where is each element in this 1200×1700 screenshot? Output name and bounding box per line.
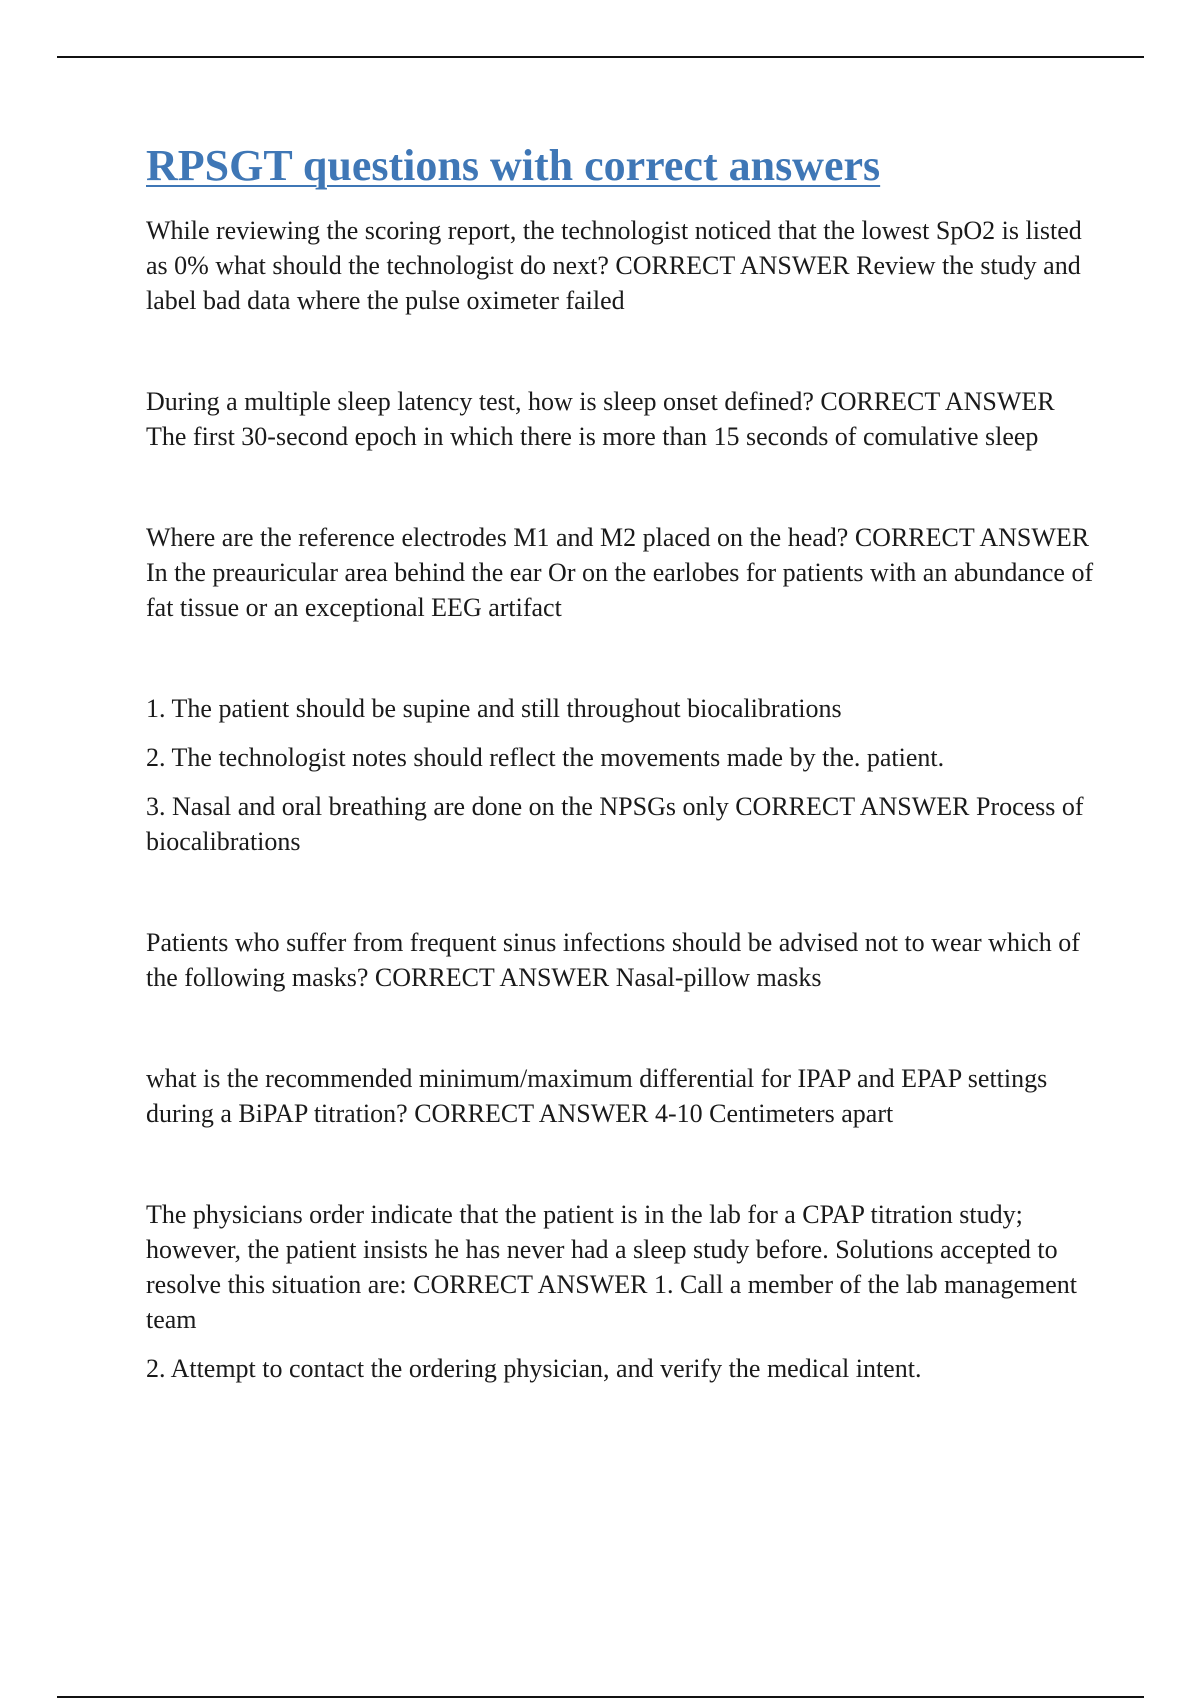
list-item-biocal-1: 1. The patient should be supine and still throughout biocalibrations [146,693,842,723]
document-body [146,140,1094,1386]
list-item-biocal-3: 3. Nasal and oral breathing are done on the NPSGs only CORRECT ANSWER Process of biocalibrations [146,791,1084,856]
qa-bipap-differential: what is the recommended minimum/maximum differential for IPAP and EPAP settings during a BiPAP titration? CORRECT ANSWER 4-10 Centimeters apart [146,1063,1048,1128]
qa-reference-electrodes: Where are the reference electrodes M1 and M2 placed on the head? CORRECT ANSWER In the preauricular area behind the ear Or on the earlobes for patients with an abundance of fat tissue or an exceptional EEG artifact [146,522,1094,622]
list-item-contact-physician: 2. Attempt to contact the ordering physician, and verify the medical intent. [146,1353,922,1383]
list-item-biocal-2: 2. The technologist notes should reflect the movements made by the. patient. [146,742,945,772]
qa-sleep-onset: During a multiple sleep latency test, how is sleep onset defined? CORRECT ANSWER The first 30-second epoch in which there is more than 15 seconds of comulative sleep [146,386,1055,451]
qa-cpap-order: The physicians order indicate that the patient is in the lab for a CPAP titration study; however, the patient insists he has never had a sleep study before. Solutions accepted to resolve this situation are: CORRECT ANSWER 1. Call a member of the lab management team [146,1199,1078,1334]
header-rule [57,56,1144,58]
footer-rule [57,1696,1144,1698]
qa-spo2: While reviewing the scoring report, the technologist noticed that the lowest SpO2 is listed as 0% what should the technologist do next? CORRECT ANSWER Review the study and label bad data where the pulse oximeter failed [146,215,1082,315]
qa-sinus-masks: Patients who suffer from frequent sinus infections should be advised not to wear which of the following masks? CORRECT ANSWER Nasal-pillow masks [146,927,1080,992]
document-title[interactable]: RPSGT questions with correct answers [146,141,881,190]
